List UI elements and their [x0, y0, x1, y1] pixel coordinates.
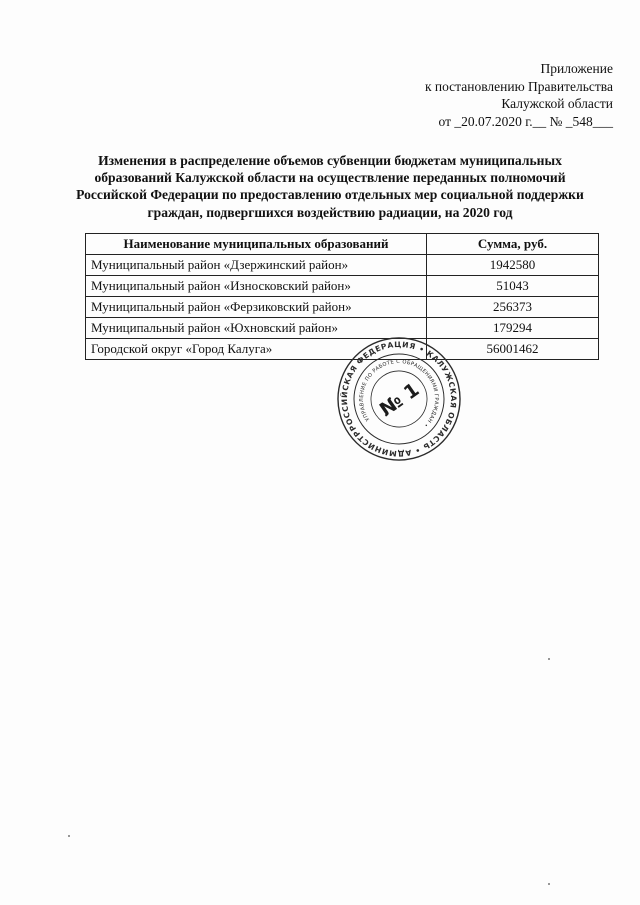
header-sum: Сумма, руб.: [427, 234, 599, 255]
annex-label: Приложение: [540, 61, 613, 76]
annex-date-number: от _20.07.2020 г.__ № _548___: [438, 113, 613, 129]
table-row: [86, 297, 599, 318]
row-name: Муниципальный район «Дзержинский район»: [86, 255, 427, 276]
stamp-number: № 1: [375, 378, 424, 422]
title-line-1: Изменения в распределение объемов субвенции бюджетам муниципальных: [98, 153, 562, 168]
row-name: Городской округ «Город Калуга»: [86, 339, 427, 360]
row-name: Муниципальный район «Износковский район»: [86, 276, 427, 297]
annex-header: [425, 60, 613, 130]
row-sum: 56001462: [427, 339, 599, 360]
annex-region: Калужской области: [501, 96, 613, 111]
table-row: [86, 276, 599, 297]
row-sum: 256373: [427, 297, 599, 318]
official-stamp: [335, 335, 463, 463]
row-name: Муниципальный район «Юхновский район»: [86, 318, 427, 339]
row-sum: 51043: [427, 276, 599, 297]
scan-speck: [548, 883, 550, 885]
title-line-4: граждан, подвергшихся воздействию радиации, на 2020 год: [147, 204, 513, 220]
table-row: [86, 255, 599, 276]
scan-speck: [68, 835, 70, 837]
table-header-row: [86, 234, 599, 255]
annex-decree-ref: к постановлению Правительства: [424, 78, 613, 94]
header-name: Наименование муниципальных образований: [86, 234, 427, 255]
row-name: Муниципальный район «Ферзиковский район»: [86, 297, 427, 318]
row-sum: 1942580: [427, 255, 599, 276]
document-title: [60, 152, 600, 221]
stamp-outer-text: РОССИЙСКАЯ ФЕДЕРАЦИЯ • КАЛУЖСКАЯ ОБЛАСТЬ • АДМИНИСТРАЦИЯ: [339, 339, 459, 459]
row-sum: 179294: [427, 318, 599, 339]
scan-speck: [548, 658, 550, 660]
title-line-3: Российской Федерации по предоставлению отдельных мер социальной поддержки: [76, 187, 584, 203]
stamp-inner-text: УПРАВЛЕНИЕ ПО РАБОТЕ С ОБРАЩЕНИЯМИ ГРАЖДАН •: [358, 358, 440, 429]
title-line-2: образований Калужской области на осуществление переданных полномочий: [94, 170, 566, 186]
